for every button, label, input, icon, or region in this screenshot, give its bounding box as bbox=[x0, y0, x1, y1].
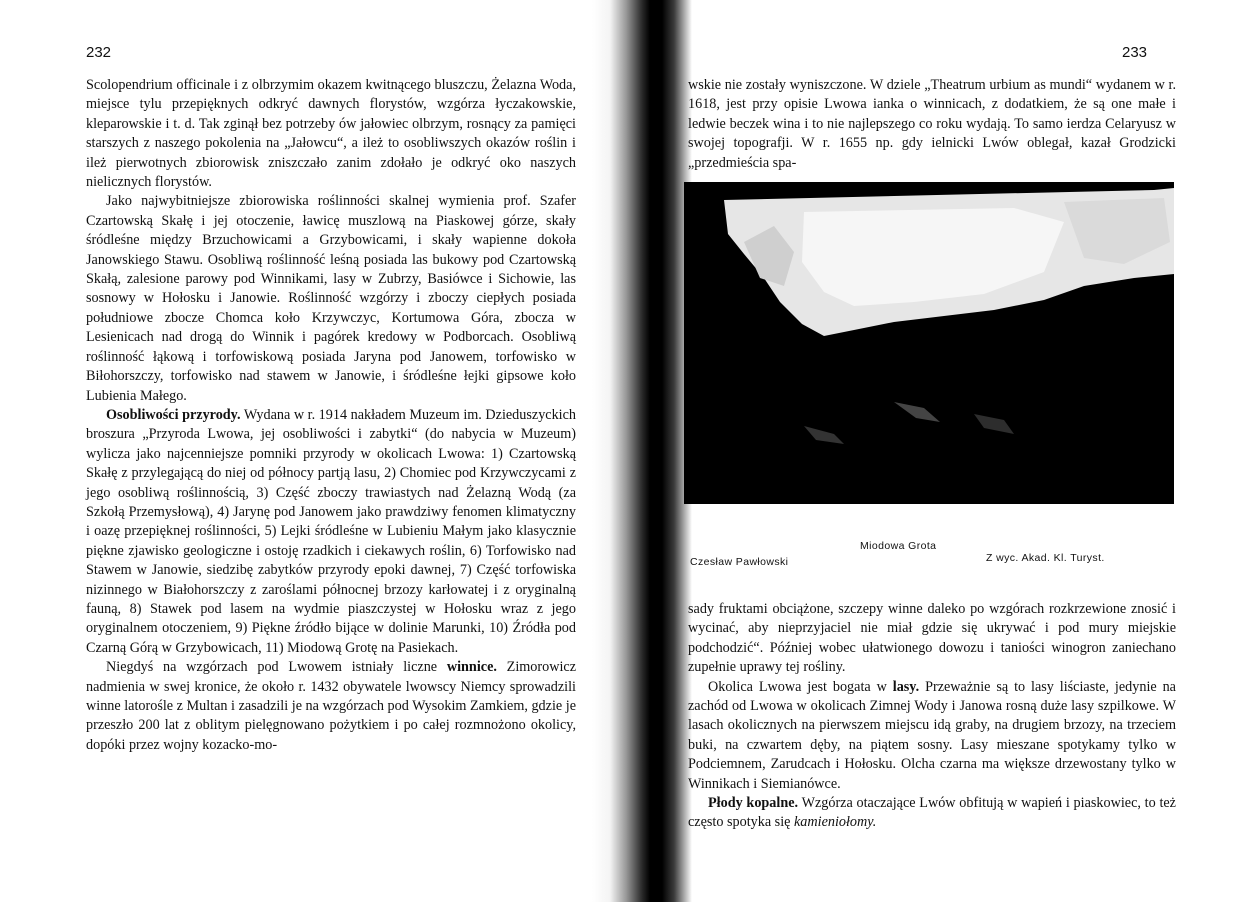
cave-photo-image bbox=[684, 182, 1174, 504]
page-number-left: 232 bbox=[86, 44, 112, 61]
page-number-right: 233 bbox=[1122, 44, 1148, 61]
section-heading: Płody kopalne. bbox=[708, 795, 799, 812]
paragraph: Jako najwybitniejsze zbiorowiska roślinności skalnej wymienia prof. Szafer Czartowską Skałę i jej otoczenie, ławicę muszlową na Piaskowej górze, skały śródleśne między Brzuchowicami a Grzybowicami, i skały wapienne dokoła Janowskiego Stawu. Osobliwą roślinność leśną posiada las bukowy pod Czartowską Skałą, zalesione parowy pod Winnikami, lasy w Zubrzy, Basiówce i Sichowie, las sosnowy w Hołosku i Janowie. Roślinność wzgórzy i zboczy ciepłych posiada południowe zbocze Chomca koło Krzywczyc, Kortumowa Góra, zbocza w Lesienicach nad drogą do Winnik i pagórek kredowy w Podborcach. Osobliwą roślinność łąkową i torfowiskową posiada Jaryna pod Janowem, torfowisko w Biłohorszczy, torfowisko nad stawem w Janowie, i śródleśne łejki gipsowe koło Lubienia Małego. bbox=[86, 193, 576, 404]
paragraph-text: Zimorowicz nadmienia w swej kronice, że około r. 1432 obywatele lwowscy Niemcy sprowadzili winne latorośle z Multan i zasadzili je na wzgórzach pod Wysokim Zamkiem, gdzie je przeszło 200 lat z oblitym pielęgnowano pożytkiem i po całej rozmnożono okolicy, dopóki przez wojny kozacko-mo- bbox=[86, 659, 577, 753]
paragraph-text: Wzgórza otaczające Lwów obfitują w wapień i piaskowiec, to też często spotyka się bbox=[688, 795, 1176, 831]
right-page-bottom-text bbox=[688, 600, 1176, 833]
paragraph-text: Niegdyś na wzgórzach pod Lwowem istniały liczne bbox=[106, 659, 447, 676]
italic-term: kamieniołomy. bbox=[793, 814, 877, 831]
paragraph: Scolopendrium officinale i z olbrzymim okazem kwitnącego bluszczu, Żelazna Woda, miejsce tylu przepięknych odkryć dawnych florystów, wzgórza łyczakowskie, kleparowskie i t. d. Tak zginął bez potrzeby ów jałowiec olbrzym, rosnący za pamięci starszych z naszego pokolenia na „Jałowcu“, a ileż to osobliwszych okazów roślin i ileż pierwotnych zbiorowisk zniszczało zanim zdołało je odkryć oko naszych nielicznych florystów. bbox=[86, 77, 576, 191]
paragraph-text: Okolica Lwowa jest bogata w bbox=[708, 678, 893, 695]
paragraph-osobliwosci bbox=[86, 406, 576, 658]
bold-term: lasy. bbox=[892, 678, 920, 695]
paragraph-text: Przeważnie są to lasy liściaste, jedynie na zachód od Lwowa w okolicach Zimnej Wody i Janowa rosną duże lasy szpilkowe. W lasach okolicznych na pierwszem miejscu idą graby, na drugiem brzozy, na trzeciem buki, na czwartem dęby, na piątem sosny. Lasy mieszane spotykamy tylko w Podciemnem, Zarudcach i Hołosku. Olcha czarna ma większe drzewostany tylko w Winnikach i Siemianówce. bbox=[688, 678, 1176, 792]
paragraph-winnice bbox=[86, 658, 576, 755]
section-heading: Osobliwości przyrody. bbox=[106, 406, 241, 423]
photo-credit: Czesław Pawłowski bbox=[690, 556, 789, 568]
photo-caption-title: Miodowa Grota bbox=[860, 540, 937, 552]
right-page-top-text bbox=[688, 76, 1176, 173]
paragraph-text: Wydana w r. 1914 nakładem Muzeum im. Dzieduszyckich broszura „Przyroda Lwowa, jej osobliwości i zabytki“ (do nabycia w Muzeum) wylicza jako najcenniejsze pomniki przyrody w okolicach Lwowa: 1) Czartowską Skałę z przylegającą do niej od północy partją lasu, 2) Chomiec pod Krzywczycami z jego osobliwą roślinnością, 3) Część zboczy trawiastych nad Żelazną Wodą (za Szkołą Przemysłową), 4) Jarynę pod Janowem jako prawdziwy fenomen klimatyczny i oazę przepięknej roślinności, 5) Lejki śródleśne w Lubieniu Małym jako klasycznie piękne zjawisko geologiczne i ostoję rzadkich i ciekawych roślin, 6) Torfowisko nad Stawem w Janowie, siedzibę zabytków przyrody epoki dawnej, 7) Część torfowiska nizinnego w Białohorszczy z zaroślami północnej brzozy karłowatej i z oryginalną fauną, 8) Stawek pod lasem na wydmie piaszczystej w Hołosku wraz z jego oryginalnem otoczeniem, 9) Piękne źródło bijące w dolinie Marunki, 10) Źródła pod Czarną Górą w Grzybowicach, 11) Miodową Grotę na Pasiekach. bbox=[86, 406, 577, 656]
paragraph: sady fruktami obciążone, szczepy winne daleko po wzgórach rozkrzewione znosić i wycinać, aby nieprzyjaciel nie miał gdzie się ukrywać i pod mury miejskie podchodzić“. Później wobec ułatwionego dowozu i taniości winogron zaniechano zupełnie uprawy tej rośliny. bbox=[688, 601, 1176, 676]
right-page bbox=[640, 0, 1236, 902]
paragraph: wskie nie zostały wyniszczone. W dziele „Theatrum urbium as mundi“ wydanem w r. 1618, jest przy opisie Lwowa ianka o winnicach, z dodatkiem, że są one małe i ledwie beczek wina i to nie najlepszego co roku wydają. To samo ierdza Celaryusz w swojej topografji. W r. 1655 np. gdy ielnicki Lwów oblegał, kazał Grodzicki „przedmieścia spa- bbox=[688, 77, 1176, 171]
left-page-text bbox=[86, 76, 576, 755]
paragraph-plody bbox=[688, 794, 1176, 833]
bold-term: winnice. bbox=[446, 659, 497, 676]
photo-source: Z wyc. Akad. Kl. Turyst. bbox=[986, 552, 1105, 564]
cave-photograph bbox=[684, 182, 1174, 504]
paragraph-lasy bbox=[688, 678, 1176, 794]
